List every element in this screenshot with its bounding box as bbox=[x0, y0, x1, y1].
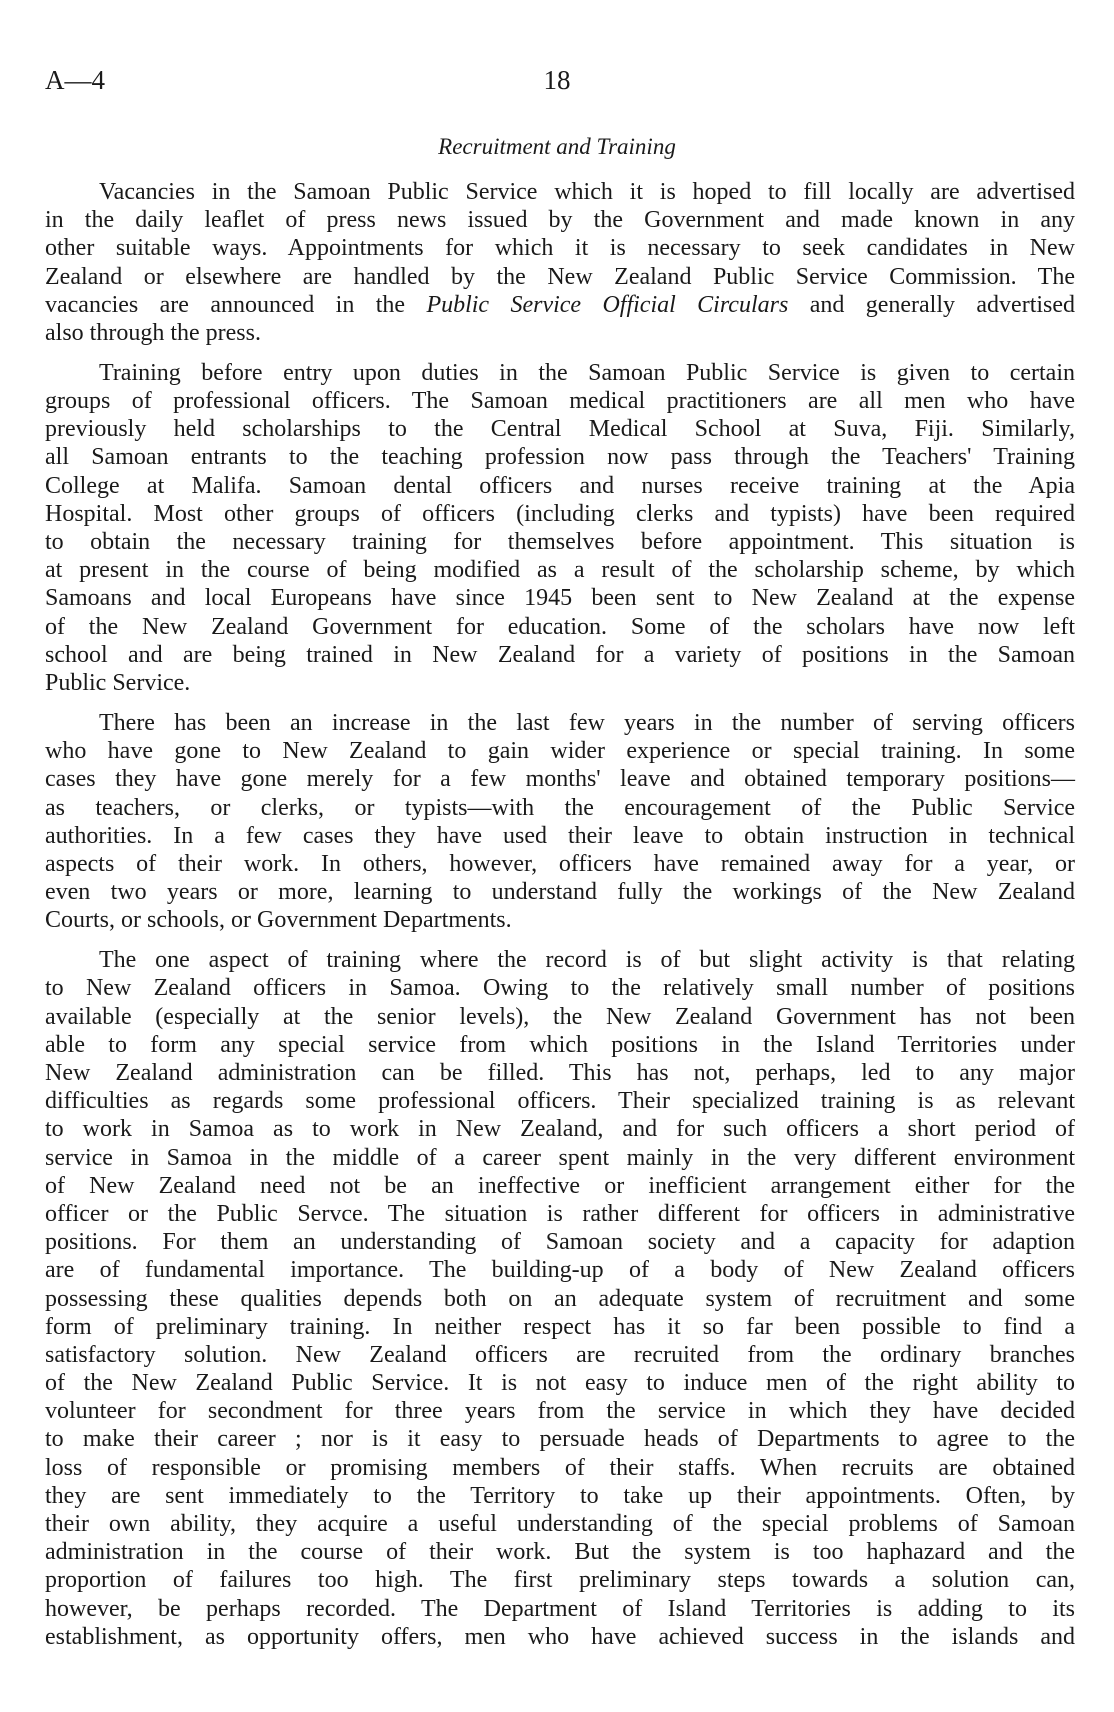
text-line: at present in the course of being modified as a result of the scholarship scheme, by which bbox=[45, 557, 1075, 584]
text-line: authorities. In a few cases they have used their leave to obtain instruction in technical bbox=[45, 822, 1075, 849]
text-line: loss of responsible or promising members of their staffs. When recruits are obtained bbox=[45, 1454, 1075, 1481]
text-line: Training before entry upon duties in the Samoan Public Service is given to certain bbox=[99, 359, 1075, 386]
text-segment: and generally advertised bbox=[788, 291, 1076, 318]
text-line: all Samoan entrants to the teaching profession now pass through the Teachers' Training bbox=[45, 444, 1075, 471]
text-line: Samoans and local Europeans have since 1945 been sent to New Zealand at the expense bbox=[45, 585, 1075, 612]
text-line: College at Malifa. Samoan dental officers and nurses receive training at the Apia bbox=[45, 472, 1075, 499]
text-line: school and are being trained in New Zealand for a variety of positions in the Samoan bbox=[45, 641, 1075, 668]
text-line: also through the press. bbox=[45, 319, 261, 346]
text-line: of New Zealand need not be an ineffective or inefficient arrangement either for the bbox=[45, 1172, 1075, 1199]
text-line: groups of professional officers. The Samoan medical practitioners are all men who have bbox=[45, 388, 1075, 415]
text-line: in the daily leaflet of press news issued by the Government and made known in any bbox=[45, 207, 1075, 234]
text-line: officer or the Public Servce. The situation is rather different for officers in administrative bbox=[45, 1200, 1075, 1227]
text-line: proportion of failures too high. The first preliminary steps towards a solution can, bbox=[45, 1567, 1075, 1594]
text-line: even two years or more, learning to understand fully the workings of the New Zealand bbox=[45, 879, 1075, 906]
text-line: are of fundamental importance. The building-up of a body of New Zealand officers bbox=[45, 1257, 1075, 1284]
paragraph bbox=[45, 946, 1075, 1651]
text-line: other suitable ways. Appointments for which it is necessary to seek candidates in New bbox=[45, 235, 1075, 262]
text-line: aspects of their work. In others, however, officers have remained away for a year, or bbox=[45, 850, 1075, 877]
section-title: Recruitment and Training bbox=[438, 134, 676, 159]
text-line: of the New Zealand Public Service. It is not easy to induce men of the right ability to bbox=[45, 1370, 1075, 1397]
text-segment: vacancies are announced in the bbox=[45, 291, 427, 318]
body-text bbox=[45, 178, 1075, 1663]
text-line: to work in Samoa as to work in New Zealand, and for such officers a short period of bbox=[45, 1116, 1075, 1143]
text-line: establishment, as opportunity offers, men who have achieved success in the islands and bbox=[45, 1623, 1075, 1650]
text-line: previously held scholarships to the Central Medical School at Suva, Fiji. Similarly, bbox=[45, 416, 1075, 443]
text-line: Courts, or schools, or Government Departments. bbox=[45, 907, 512, 934]
text-line: their own ability, they acquire a useful understanding of the special problems of Samoan bbox=[45, 1511, 1075, 1538]
text-line: volunteer for secondment for three years from the service in which they have decided bbox=[45, 1398, 1075, 1425]
text-line: New Zealand administration can be filled. This has not, perhaps, led to any major bbox=[45, 1060, 1075, 1087]
text-line: difficulties as regards some professional officers. Their specialized training is as relevant bbox=[45, 1088, 1075, 1115]
text-line: to obtain the necessary training for themselves before appointment. This situation is bbox=[45, 529, 1075, 556]
paragraph bbox=[45, 178, 1075, 347]
text-line: The one aspect of training where the record is of but slight activity is that relating bbox=[99, 947, 1075, 974]
text-line: Public Service. bbox=[45, 669, 191, 696]
text-line: possessing these qualities depends both on an adequate system of recruitment and some bbox=[45, 1285, 1075, 1312]
text-line: of the New Zealand Government for education. Some of the scholars have now left bbox=[45, 613, 1075, 640]
text-line: to make their career ; nor is it easy to persuade heads of Departments to agree to the bbox=[45, 1426, 1075, 1453]
text-line: There has been an increase in the last few years in the number of serving officers bbox=[99, 709, 1075, 736]
text-line: they are sent immediately to the Territory to take up their appointments. Often, by bbox=[45, 1482, 1075, 1509]
text-line: service in Samoa in the middle of a career spent mainly in the very different environment bbox=[45, 1144, 1075, 1171]
text-line: cases they have gone merely for a few months' leave and obtained temporary positions— bbox=[45, 766, 1075, 793]
text-line: able to form any special service from which positions in the Island Territories under bbox=[45, 1031, 1075, 1058]
text-line: satisfactory solution. New Zealand officers are recruited from the ordinary branches bbox=[45, 1341, 1075, 1368]
text-line: available (especially at the senior levels), the New Zealand Government has not been bbox=[45, 1003, 1075, 1030]
text-line: Hospital. Most other groups of officers (including clerks and typists) have been required bbox=[45, 500, 1075, 527]
text-line: positions. For them an understanding of Samoan society and a capacity for adaption bbox=[45, 1229, 1075, 1256]
text-line: Vacancies in the Samoan Public Service which it is hoped to fill locally are advertised bbox=[99, 179, 1075, 205]
text-line: form of preliminary training. In neither respect has it so far been possible to find a bbox=[45, 1313, 1075, 1340]
text-line: however, be perhaps recorded. The Department of Island Territories is adding to its bbox=[45, 1595, 1075, 1622]
text-line bbox=[45, 291, 1075, 319]
text-line: who have gone to New Zealand to gain wider experience or special training. In some bbox=[45, 738, 1075, 765]
page-number: 18 bbox=[543, 65, 571, 95]
document-code: A—4 bbox=[45, 65, 105, 95]
text-line: to New Zealand officers in Samoa. Owing to the relatively small number of positions bbox=[45, 975, 1075, 1002]
text-line: Zealand or elsewhere are handled by the New Zealand Public Service Commission. The bbox=[45, 263, 1075, 290]
italic-publication-title: Public Service Official Circulars bbox=[426, 291, 789, 318]
text-line: as teachers, or clerks, or typists—with the encouragement of the Public Service bbox=[45, 794, 1075, 821]
paragraph bbox=[45, 709, 1075, 935]
text-line: administration in the course of their work. But the system is too haphazard and the bbox=[45, 1539, 1075, 1566]
paragraph bbox=[45, 359, 1075, 697]
